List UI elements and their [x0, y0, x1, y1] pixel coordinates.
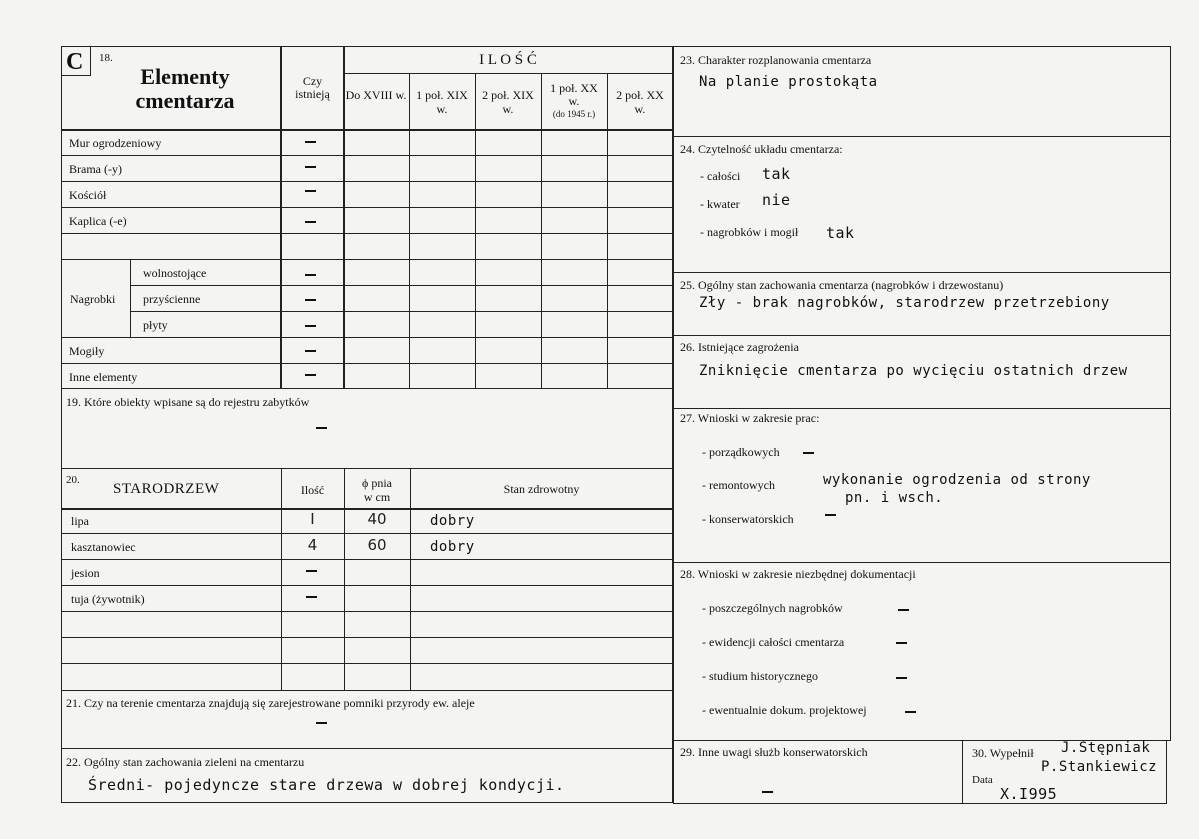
tree-row-ilosc: 4	[307, 536, 318, 554]
nagrobki-plyty-value	[305, 325, 316, 327]
row-kaplica-label: Kaplica (-e)	[69, 214, 127, 228]
s21-value	[316, 722, 327, 724]
s28-item-value	[896, 677, 907, 679]
row-kosciol-label: Kościół	[69, 188, 107, 202]
row-kosciol-value	[305, 190, 316, 192]
col-1pol-xx-note: (do 1945 r.)	[552, 109, 596, 119]
col-czy-istnieja: Czy istnieją	[295, 74, 330, 102]
nagrobki-przyscienne-value	[305, 299, 316, 301]
s20-col-pnia: ϕ pnia	[362, 476, 392, 490]
section-title-line2: cmentarza	[135, 88, 235, 113]
s29-label: 29. Inne uwagi służb konserwatorskich	[680, 745, 868, 759]
col-1pol-xix: 1 poł. XIX w.	[416, 88, 468, 116]
s27-porzadkowych-label: - porządkowych	[702, 445, 780, 459]
s30-name2: P.Stankiewicz	[1041, 759, 1158, 775]
s24-kwater-label: - kwater	[700, 197, 740, 211]
row-inne-value	[305, 374, 316, 376]
s24-label: 24. Czytelność układu cmentarza:	[680, 142, 843, 156]
section-24	[673, 136, 1171, 273]
tree-row-stan: dobry	[430, 539, 475, 555]
s20-col-wcm: w cm	[363, 490, 391, 504]
col-2pol-xx: 2 poł. XX w.	[616, 88, 664, 116]
s30-label: 30. Wypełnił	[972, 746, 1034, 760]
row-inne-label: Inne elementy	[69, 370, 138, 384]
nagrobki-przyscienne-label: przyścienne	[143, 292, 201, 306]
tree-row-ilosc	[306, 596, 317, 598]
s19-value	[316, 427, 327, 429]
s28-item-label: - ewidencji całości cmentarza	[702, 635, 845, 649]
s27-remontowych-value: wykonanie ogrodzenia od strony	[823, 472, 1091, 488]
tree-row-name: lipa	[71, 514, 89, 528]
ilosc-header: I L O Ś Ć	[479, 52, 537, 68]
s26-label: 26. Istniejące zagrożenia	[680, 340, 799, 354]
tree-row-name: jesion	[71, 566, 100, 580]
s20-title: STARODRZEW	[113, 481, 220, 497]
col-1pol-xx: 1 poł. XX w.	[550, 81, 598, 109]
row-brama-label: Brama (-y)	[69, 162, 122, 176]
s27-porzadkowych-value	[803, 452, 814, 454]
s30-data-value: X.I995	[1000, 785, 1058, 803]
tree-row-pnia: 60	[367, 536, 387, 554]
s24-nagrobkow-label: - nagrobków i mogił	[700, 225, 799, 239]
tree-row-pnia: 40	[367, 510, 387, 528]
s27-remontowych-label: - remontowych	[702, 478, 775, 492]
row-mur-value	[305, 141, 316, 143]
s24-kwater-value: nie	[762, 191, 791, 209]
s25-label: 25. Ogólny stan zachowania cmentarza (nagrobków i drzewostanu)	[680, 278, 1004, 292]
s28-item-value	[896, 642, 907, 644]
s20-col-stan: Stan zdrowotny	[503, 482, 580, 496]
s28-item-label: - ewentualnie dokum. projektowej	[702, 703, 867, 717]
s28-label: 28. Wnioski w zakresie niezbędnej dokumentacji	[680, 567, 916, 581]
section-number: 18.	[99, 52, 113, 64]
s22-value: Średni- pojedyncze stare drzewa w dobrej kondycji.	[88, 776, 565, 794]
col-do-xviii: Do XVIII w.	[345, 88, 407, 102]
row-kaplica-value	[305, 221, 316, 223]
s24-nagrobkow-value: tak	[826, 224, 855, 242]
section-letter: C	[66, 49, 84, 75]
tree-row-ilosc: I	[310, 510, 315, 528]
tree-row-name: kasztanowiec	[71, 540, 136, 554]
s28-item-label: - studium historycznego	[702, 669, 818, 683]
nagrobki-wolnostojace-value	[305, 274, 316, 276]
s24-calosci-label: - całości	[700, 169, 741, 183]
s20-number: 20.	[66, 474, 80, 486]
s27-label: 27. Wnioski w zakresie prac:	[680, 411, 820, 425]
row-mogily-value	[305, 350, 316, 352]
s20-col-ilosc: Ilość	[300, 483, 325, 497]
row-mur-label: Mur ogrodzeniowy	[69, 136, 162, 150]
s30-name1: J.Stępniak	[1061, 740, 1151, 756]
s29-value	[762, 791, 773, 793]
row-brama-value	[305, 166, 316, 168]
s23-value: Na planie prostokąta	[699, 74, 878, 90]
row-mogily-label: Mogiły	[69, 344, 105, 358]
s19-label: 19. Które obiekty wpisane są do rejestru zabytków	[66, 395, 310, 409]
s22-label: 22. Ogólny stan zachowania zieleni na cmentarzu	[66, 755, 305, 769]
s23-label: 23. Charakter rozplanowania cmentarza	[680, 53, 872, 67]
s21-label: 21. Czy na terenie cmentarza znajdują się zarejestrowane pomniki przyrody ew. aleje	[66, 696, 475, 710]
section-title-line1: Elementy	[140, 64, 230, 89]
s27-konserwatorskich-label: - konserwatorskich	[702, 512, 794, 526]
nagrobki-label: Nagrobki	[70, 292, 116, 306]
tree-row-ilosc	[306, 570, 317, 572]
tree-row-name: tuja (żywotnik)	[71, 592, 145, 606]
s26-value: Zniknięcie cmentarza po wycięciu ostatnich drzew	[699, 363, 1128, 379]
col-2pol-xix: 2 poł. XIX w.	[482, 88, 534, 116]
s28-item-value	[905, 711, 916, 713]
nagrobki-wolnostojace-label: wolnostojące	[143, 266, 207, 280]
s25-value: Zły - brak nagrobków, starodrzew przetrzebiony	[699, 295, 1110, 311]
nagrobki-plyty-label: płyty	[143, 318, 168, 332]
s27-konserwatorskich-value	[825, 514, 836, 516]
tree-row-stan: dobry	[430, 513, 475, 529]
s30-data-label: Data	[972, 774, 993, 786]
s28-item-label: - poszczególnych nagrobków	[702, 601, 843, 615]
s27-remontowych-value: pn. i wsch.	[845, 490, 944, 506]
s24-calosci-value: tak	[762, 165, 791, 183]
s28-item-value	[898, 609, 909, 611]
